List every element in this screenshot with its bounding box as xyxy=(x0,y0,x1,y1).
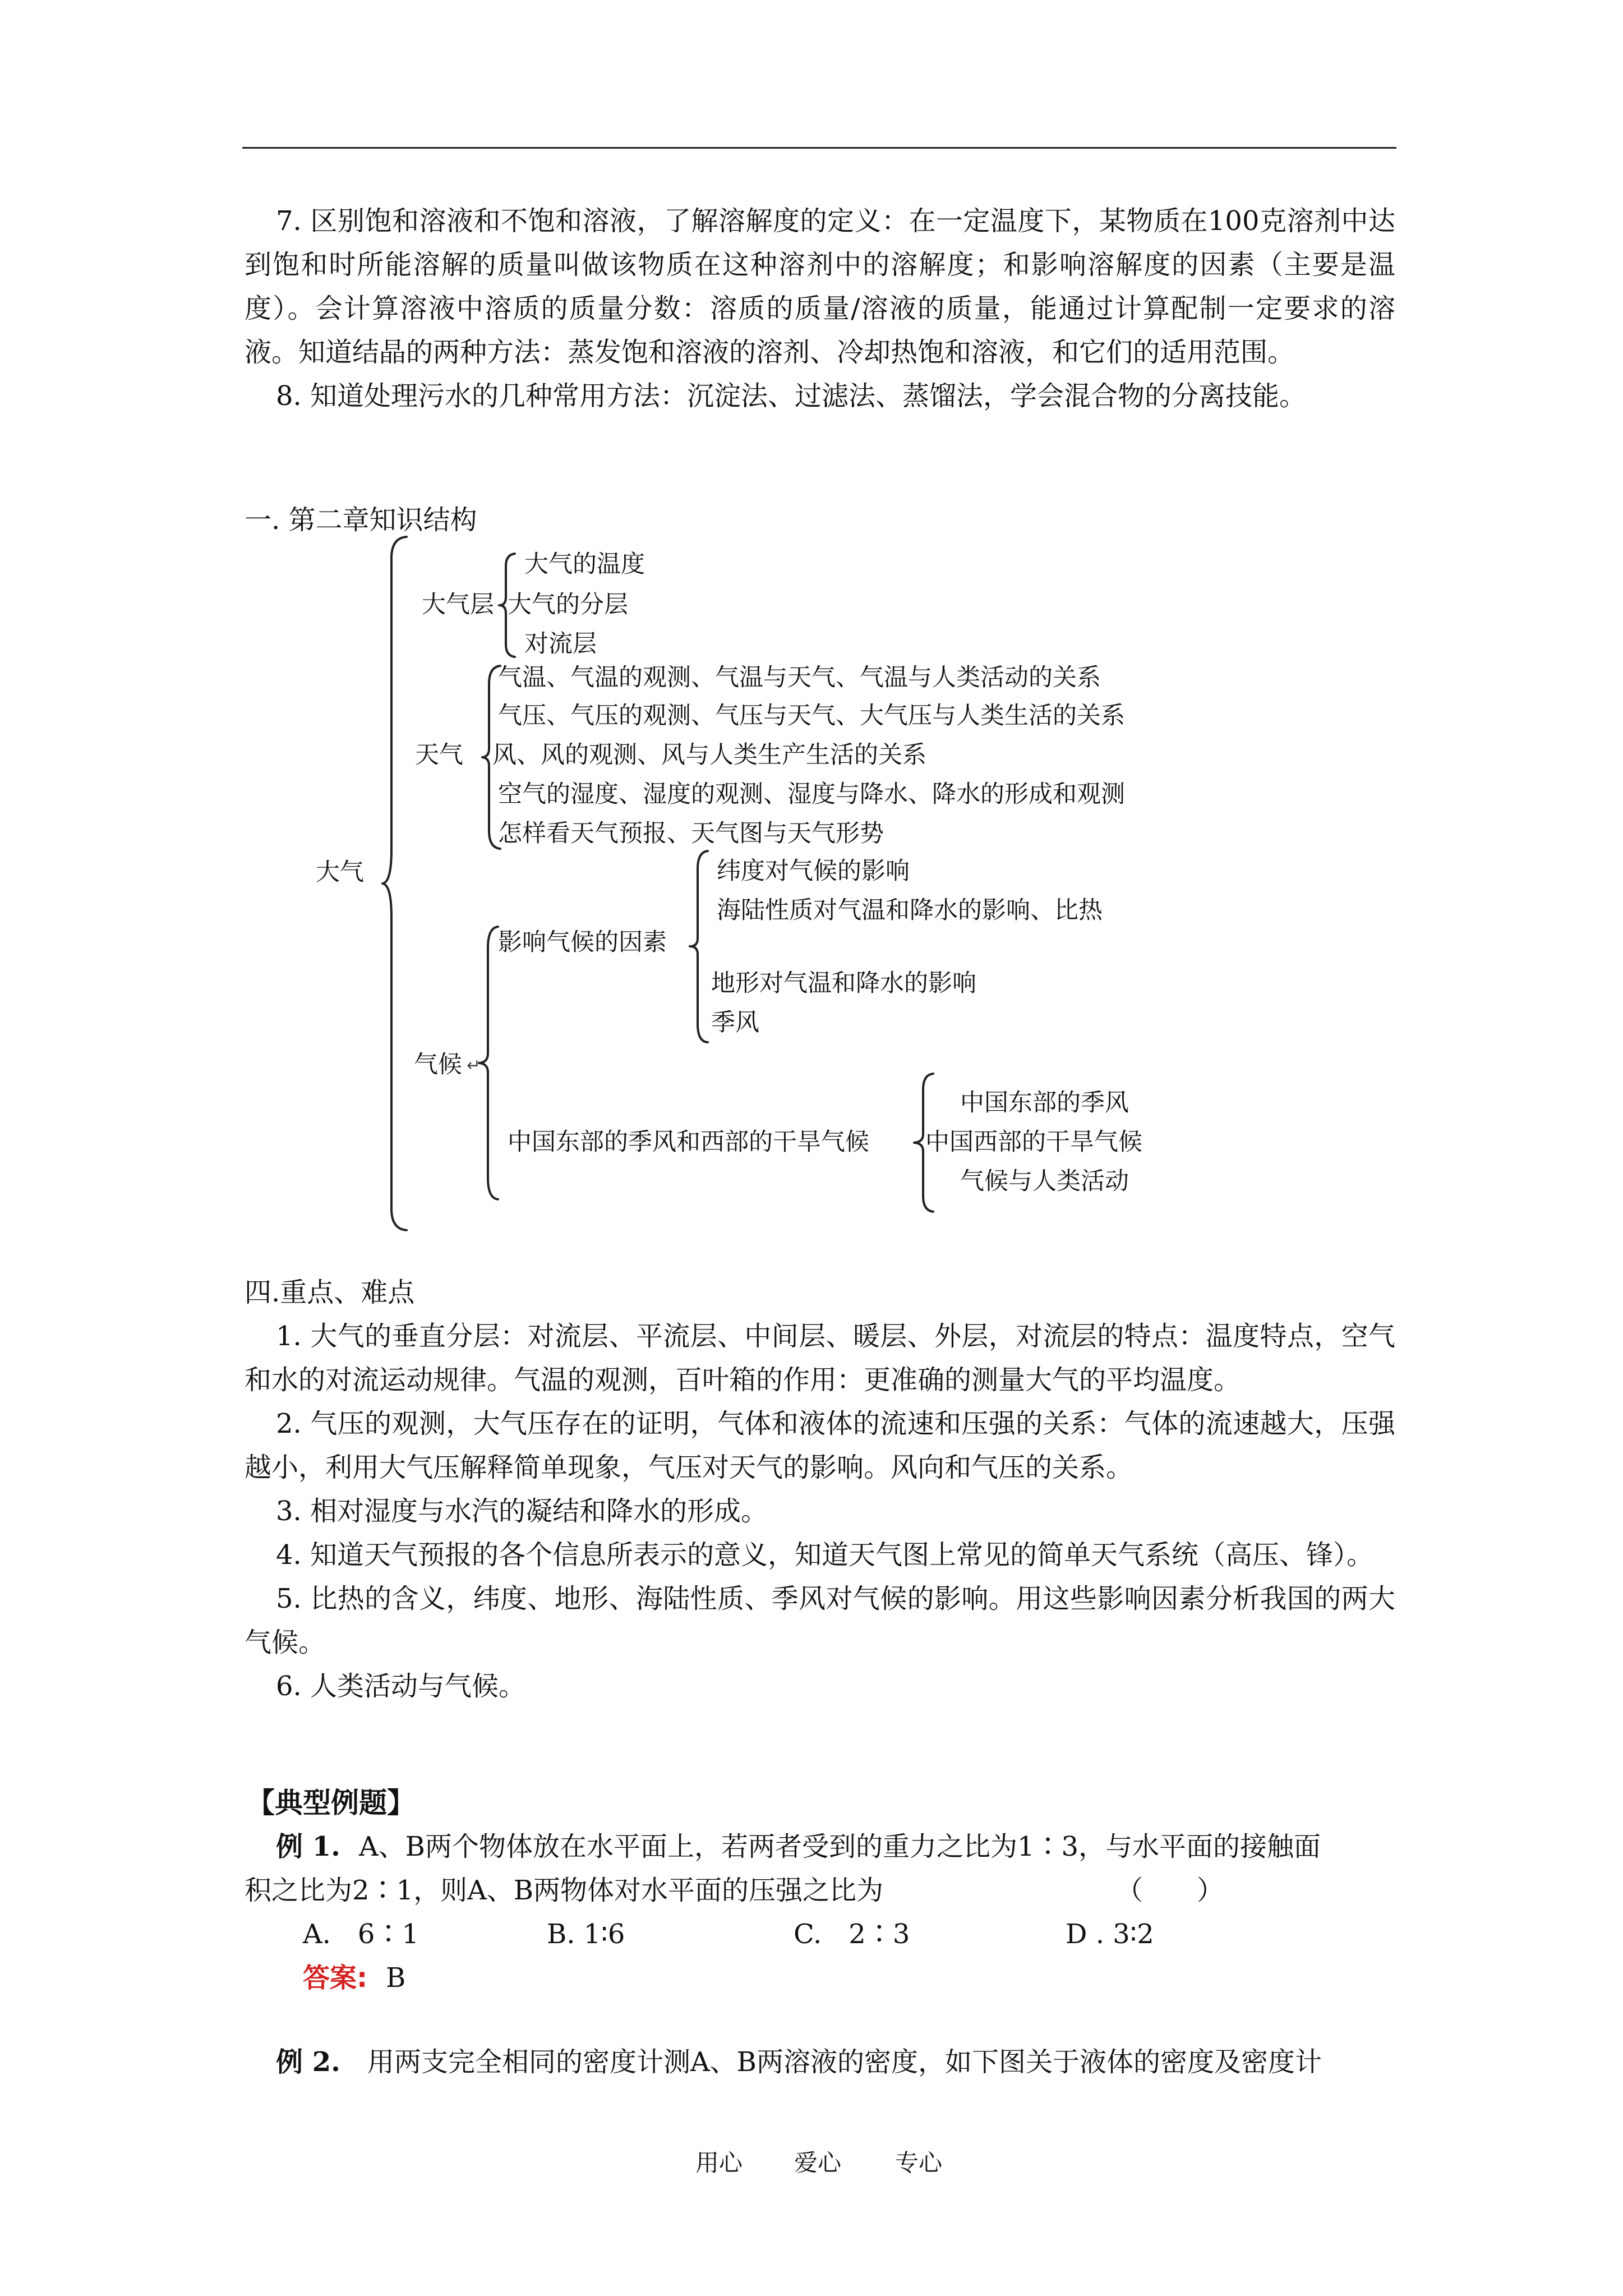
key-point-item: 6. 人类活动与气候。 xyxy=(276,1671,526,1702)
weather-item: 风、风的观测、风与人类生产生活的关系 xyxy=(492,741,926,769)
examples-header: 【典型例题】 xyxy=(247,1787,415,1819)
example-1-label: 例 1. xyxy=(276,1831,340,1862)
key-points-title: 四.重点、难点 xyxy=(245,1277,415,1308)
china-item: 中国东部的季风 xyxy=(960,1089,1129,1117)
factor-item: 地形对气温和降水的影响 xyxy=(711,969,976,997)
factor-item: 纬度对气候的影响 xyxy=(717,857,910,885)
atmosphere-item: 大气的温度 xyxy=(524,550,645,578)
key-point-item: 5. 比热的含义，纬度、地形、海陆性质、季风对气候的影响。用这些影响因素分析我国的两大气候。 xyxy=(245,1583,1395,1658)
example-1-answer-value: B xyxy=(386,1962,406,1994)
key-point-item: 3. 相对湿度与水汽的凝结和降水的形成。 xyxy=(276,1496,768,1527)
climate-brace xyxy=(478,926,500,1200)
example-1-option-c: C. 2∶3 xyxy=(794,1918,910,1950)
footer-text: 用心 xyxy=(695,2149,743,2177)
section-structure-title: 一. 第二章知识结构 xyxy=(245,504,477,536)
factors-label: 影响气候的因素 xyxy=(498,928,667,956)
weather-label: 天气 xyxy=(415,741,463,769)
example-1-option-d: D . 3∶2 xyxy=(1066,1918,1154,1950)
weather-item: 气压、气压的观测、气压与天气、大气压与人类生活的关系 xyxy=(498,702,1125,730)
footer-text: 专心 xyxy=(895,2149,943,2177)
atmosphere-item: 大气的分层 xyxy=(508,591,628,619)
atmosphere-item: 对流层 xyxy=(524,630,597,658)
footer-text: 爱心 xyxy=(794,2149,842,2177)
climate-label: 气候 xyxy=(414,1051,462,1079)
intro-block xyxy=(245,199,1395,418)
example-2-label: 例 2. xyxy=(276,2046,340,2078)
atmosphere-label: 大气层 xyxy=(422,591,494,619)
weather-item: 气温、气温的观测、气温与天气、气温与人类活动的关系 xyxy=(498,664,1101,692)
factors-brace xyxy=(689,850,710,1043)
intro-item-8: 8. 知道处理污水的几种常用方法：沉淀法、过滤法、蒸馏法，学会混合物的分离技能。 xyxy=(276,380,1307,412)
outer-brace xyxy=(381,536,409,1231)
intro-item-7: 7. 区别饱和溶液和不饱和溶液，了解溶解度的定义：在一定温度下，某物质在100克溶剂中达到饱和时所能溶解的质量叫做该物质在这种溶剂中的溶解度；和影响溶解度的因素（主要是温度）。会计算溶液中溶质的质量分数：溶质的质量/溶液的质量，能通过计算配制一定要求的溶液。知道结晶的两种方法：蒸发饱和溶液的溶剂、冷却热饱和溶液，和它们的适用范围。 xyxy=(245,205,1395,368)
china-item: 中国西部的干旱气候 xyxy=(925,1128,1142,1156)
china-climate-label: 中国东部的季风和西部的干旱气候 xyxy=(508,1128,869,1156)
example-1-option-a: A. 6∶1 xyxy=(303,1918,419,1950)
diagram-root: 大气 xyxy=(316,858,364,886)
example-1-line-2: 积之比为2∶1，则A、B两物体对水平面的压强之比为 xyxy=(245,1875,884,1906)
weather-item: 怎样看天气预报、天气图与天气形势 xyxy=(498,820,884,848)
example-2-text: 用两支完全相同的密度计测A、B两溶液的密度，如下图关于液体的密度及密度计 xyxy=(367,2046,1322,2078)
factor-item: 季风 xyxy=(711,1009,759,1037)
key-point-item: 1. 大气的垂直分层：对流层、平流层、中间层、暖层、外层，对流层的特点：温度特点，空气和水的对流运动规律。气温的观测，百叶箱的作用：更准确的测量大气的平均温度。 xyxy=(245,1320,1395,1396)
example-1-line-1: A、B两个物体放在水平面上，若两者受到的重力之比为1∶3，与水平面的接触面 xyxy=(359,1831,1321,1862)
weather-item: 空气的湿度、湿度的观测、湿度与降水、降水的形成和观测 xyxy=(498,780,1125,808)
key-points-list xyxy=(245,1314,1395,1708)
key-point-item: 2. 气压的观测，大气压存在的证明，气体和液体的流速和压强的关系：气体的流速越大，压强越小，利用大气压解释简单现象，气压对天气的影响。风向和气压的关系。 xyxy=(245,1408,1395,1483)
china-item: 气候与人类活动 xyxy=(960,1167,1129,1195)
example-1-answer-label: 答案: xyxy=(303,1962,368,1994)
key-point-item: 4. 知道天气预报的各个信息所表示的意义，知道天气图上常见的简单天气系统（高压、锋）。 xyxy=(276,1539,1374,1571)
header-rule xyxy=(242,147,1396,149)
example-1-answer-paren: （ ） xyxy=(1116,1875,1224,1906)
example-1-option-b: B. 1∶6 xyxy=(547,1918,625,1950)
return-mark: ↵ xyxy=(467,1056,481,1075)
factor-item: 海陆性质对气温和降水的影响、比热 xyxy=(717,896,1103,924)
